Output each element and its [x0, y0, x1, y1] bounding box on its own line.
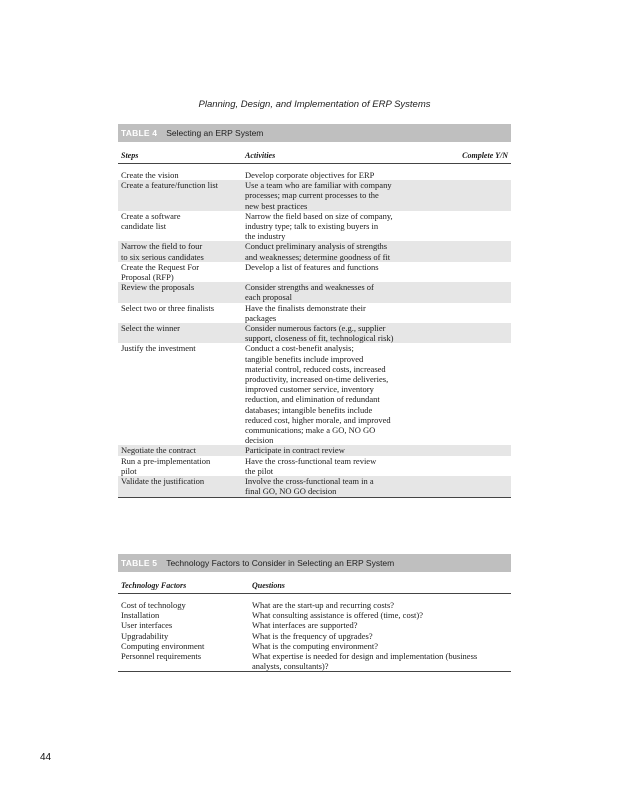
table-row — [118, 180, 511, 211]
table-5-caption — [118, 554, 511, 572]
header-complete: Complete Y/N — [462, 151, 508, 160]
page-number: 44 — [40, 752, 52, 763]
table-5-label: TABLE 5 — [121, 558, 158, 568]
header-activities: Activities — [245, 151, 276, 160]
question-cell: What is the computing environment? — [252, 640, 379, 651]
step-cell: Review the proposals — [121, 282, 195, 293]
table-row — [118, 323, 511, 343]
activity-cell: Narrow the field based on size of company, industry type; talk to existing buyers in the industry — [245, 210, 393, 242]
table-row — [118, 620, 511, 630]
complete-cell — [440, 445, 511, 455]
table-4-body — [118, 164, 511, 498]
table-row — [118, 303, 511, 323]
activity-cell: Conduct preliminary analysis of strengths and weaknesses; determine goodness of fit — [245, 241, 391, 262]
table-row — [118, 641, 511, 651]
table-4-title: Selecting an ERP System — [166, 128, 264, 138]
table-5 — [118, 554, 511, 672]
factor-cell: Computing environment — [121, 640, 205, 651]
question-cell: What is the frequency of upgrades? — [252, 630, 373, 641]
table-4-header — [118, 142, 511, 164]
complete-cell — [440, 323, 511, 343]
header-technology-factors: Technology Factors — [121, 581, 187, 590]
activity-cell: Consider strengths and weaknesses of each proposal — [245, 282, 374, 303]
factor-cell: Installation — [121, 610, 160, 621]
table-4-caption — [118, 124, 511, 142]
question-cell: What are the start-up and recurring costs? — [252, 600, 395, 610]
step-cell: Create the vision — [121, 170, 179, 180]
complete-cell — [440, 456, 511, 476]
table-row — [118, 343, 511, 445]
activity-cell: Develop a list of features and functions — [245, 261, 379, 272]
complete-cell — [440, 343, 511, 445]
table-row — [118, 476, 511, 496]
header-questions: Questions — [252, 581, 285, 590]
complete-cell — [440, 170, 511, 180]
complete-cell — [440, 180, 511, 211]
table-row — [118, 600, 511, 610]
activity-cell: Use a team who are familiar with company processes; map current processes to the new best practices — [245, 180, 392, 211]
step-cell: Select the winner — [121, 323, 181, 334]
complete-cell — [440, 303, 511, 323]
header-steps: Steps — [121, 151, 139, 160]
step-cell: Negotiate the contract — [121, 445, 197, 456]
activity-cell: Consider numerous factors (e.g., supplier support, closeness of fit, technological risk) — [245, 323, 394, 344]
step-cell: Create a software candidate list — [121, 210, 181, 232]
step-cell: Select two or three finalists — [121, 302, 215, 313]
question-cell: What consulting assistance is offered (time, cost)? — [252, 610, 423, 621]
table-row — [118, 170, 511, 180]
table-row — [118, 262, 511, 282]
complete-cell — [440, 211, 511, 242]
table-5-title: Technology Factors to Consider in Selecting an ERP System — [166, 558, 395, 568]
activity-cell: Develop corporate objectives for ERP — [245, 170, 375, 180]
table-row — [118, 211, 511, 242]
factor-cell: Personnel requirements — [121, 651, 202, 662]
table-row — [118, 445, 511, 455]
activity-cell: Participate in contract review — [245, 445, 345, 456]
table-row — [118, 631, 511, 641]
complete-cell — [440, 241, 511, 261]
question-cell: What interfaces are supported? — [252, 620, 358, 631]
step-cell: Validate the justification — [121, 476, 205, 487]
table-row — [118, 282, 511, 302]
question-cell: What expertise is needed for design and implementation (business analysts, consultants)? — [252, 651, 478, 672]
step-cell: Justify the investment — [121, 343, 196, 354]
step-cell: Create a feature/function list — [121, 180, 218, 191]
step-cell: Create the Request For Proposal (RFP) — [121, 261, 200, 283]
activity-cell: Have the finalists demonstrate their packages — [245, 302, 366, 323]
table-4 — [118, 124, 511, 498]
step-cell: Run a pre-implementation pilot — [121, 455, 211, 476]
table-row — [118, 456, 511, 476]
activity-cell: Involve the cross-functional team in a final GO, NO GO decision — [245, 476, 374, 497]
factor-cell: Cost of technology — [121, 600, 186, 610]
running-head: Planning, Design, and Implementation of ERP Systems — [198, 99, 431, 110]
table-row — [118, 241, 511, 261]
table-row — [118, 651, 511, 671]
table-5-body — [118, 594, 511, 672]
complete-cell — [440, 282, 511, 302]
step-cell: Narrow the field to four to six serious candidates — [121, 241, 204, 262]
factor-cell: User interfaces — [121, 620, 173, 631]
factor-cell: Upgradability — [121, 630, 169, 641]
table-row — [118, 610, 511, 620]
complete-cell — [440, 476, 511, 496]
activity-cell: Have the cross-functional team review the pilot — [245, 455, 377, 476]
table-4-label: TABLE 4 — [121, 128, 158, 138]
activity-cell: Conduct a cost-benefit analysis; tangible benefits include improved material control, reduced costs, increased productivity, increased on-time deliveries, improved customer service, inventory reduction, and elimination of redundant databases; intangible benefits include reduced cost, higher morale, and improved communications; make a GO, NO GO decision — [245, 343, 391, 446]
table-5-header — [118, 572, 511, 594]
complete-cell — [440, 262, 511, 282]
